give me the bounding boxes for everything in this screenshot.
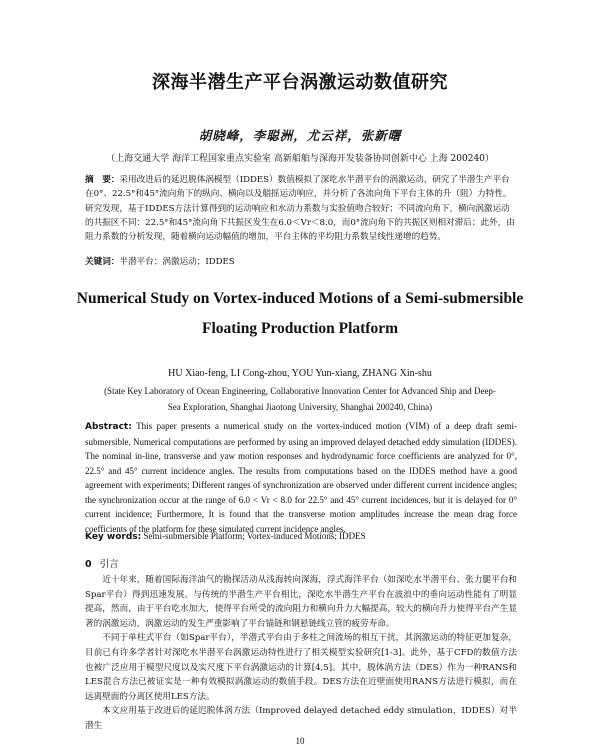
body-paragraph-3: 本文应用基于改进后的延迟脱体涡方法（Improved delayed detached eddy simulation，IDDES）对半潜生 bbox=[85, 706, 517, 731]
english-keywords-text: Semi-submersible Platform; Vortex-induced Motions; IDDES bbox=[143, 531, 366, 541]
english-authors: HU Xiao-feng, LI Cong-zhou, YOU Yun-xiang, ZHANG Xin-shu bbox=[168, 368, 432, 379]
chinese-title: 深海半潜生产平台涡激运动数值研究 bbox=[152, 72, 448, 93]
chinese-keywords-text: 半潜平台；涡激运动；IDDES bbox=[119, 257, 235, 267]
english-keywords bbox=[85, 531, 517, 542]
section-heading bbox=[85, 556, 119, 570]
section-title: 引言 bbox=[99, 559, 119, 570]
body-paragraph-1: 近十年来，随着国际海洋油气的勘探活动从浅海转向深海，浮式海洋平台（如深吃水半潜平台、张力腿平台和Spar平台）得到迅速发展。与传统的半潜生产平台相比，深吃水半潜生产平台在波浪中的垂向运动性能有了明显提高，然而，由于平台吃水加大，使得平台所受的流向阻力和横向升力大幅提高，较大的横向升力使得平台产生显著的涡激运动，涡激运动的发生严重影响了平台锚链和钢悬链线立管的疲劳寿命。 bbox=[85, 575, 517, 629]
body-text bbox=[85, 573, 517, 734]
chinese-abstract bbox=[85, 173, 517, 244]
chinese-authors: 胡晓峰，李聪洲，尤云祥，张新曙 bbox=[198, 128, 402, 143]
chinese-abstract-text: 采用改进后的延迟脱体涡模型（IDDES）数值模拟了深吃水半潜平台的涡激运动，研究了半潜生产平台在0°、22.5°和45°流向角下的纵向、横向以及艏摇运动响应，并分析了各流向角下平台主体的升（阻）力特性。研究发现，基于IDDES方法计算得到的运动响应和水动力系数与实验值吻合较好；不同流向角下，横向涡激运动的共振区不同：22.5°和45°流向角下共振区发生在6.0＜Vr＜8.0，而0°流向角下的共振区则相对滞后；此外，由阻力系数的分析发现，随着横向运动幅值的增加，平台主体的平均阻力系数呈线性递增的趋势。 bbox=[85, 175, 515, 243]
english-title-line2: Floating Production Platform bbox=[201, 320, 399, 337]
english-abstract bbox=[85, 419, 517, 536]
english-keywords-label: Key words: bbox=[85, 532, 142, 542]
chinese-affiliation: （上海交通大学 海洋工程国家重点实验室 高新船舶与深海开发装备协同创新中心 上海 200240） bbox=[106, 154, 494, 164]
page-number: 10 bbox=[295, 736, 305, 746]
body-paragraph-2: 不同于单柱式平台（如Spar平台），半潜式平台由于多柱之间流场的相互干扰，其涡激运动的特征更加复杂，目前已有许多学者针对深吃水半潜平台涡激运动特性进行了相关模型实验研究[1-3]。此外，基于CFD的数值方法也被广泛应用于模型尺度以及实尺度下平台涡激运动的计算[4,5]。其中，脱体涡方法（DES）作为一种RANS和LES混合方法已被证实是一种有效模拟涡激运动的数值手段。DES方法在近壁面使用RANS方法进行模拟，而在远离壁面的分离区使用LES方法。 bbox=[85, 633, 517, 702]
english-affiliation: (State Key Laboratory of Ocean Engineering, Collaborative Innovation Center for Advanced Ship and Deep-Sea Exploration, Shanghai Jiaotong University, Shanghai 200240, China) bbox=[104, 386, 496, 412]
english-title-line1: Numerical Study on Vortex-induced Motions of a Semi-submersible bbox=[76, 290, 524, 307]
chinese-keywords bbox=[85, 255, 517, 267]
section-number: 0 bbox=[85, 559, 92, 570]
chinese-keywords-label: 关键词： bbox=[85, 257, 120, 267]
english-abstract-text: This paper presents a numerical study on the vortex-induced motion (VIM) of a deep draft semi-submersible. Numerical computations are performed by using an improved delayed detached eddy simulation (IDDES). The nominal in-line, transverse and yaw motion responses and hydrodynamic force coefficients are analyzed for 0°, 22.5° and 45° current incidence angles. The results from computations based on the IDDES method have a good agreement with experiments; Different ranges of synchronization are observed under different current incidence angles; the synchronization occur at the range of 6.0 < Vr < 8.0 for 22.5° and 45° current incidences, but it is delayed for 0° current incidence; Furthermore, It is found that the transverse motion amplitudes increase the mean drag force coefficients of the platform for these simulated current incidence angles. bbox=[85, 421, 517, 534]
chinese-abstract-label: 摘 要： bbox=[85, 175, 120, 185]
english-abstract-label: Abstract: bbox=[85, 422, 132, 432]
